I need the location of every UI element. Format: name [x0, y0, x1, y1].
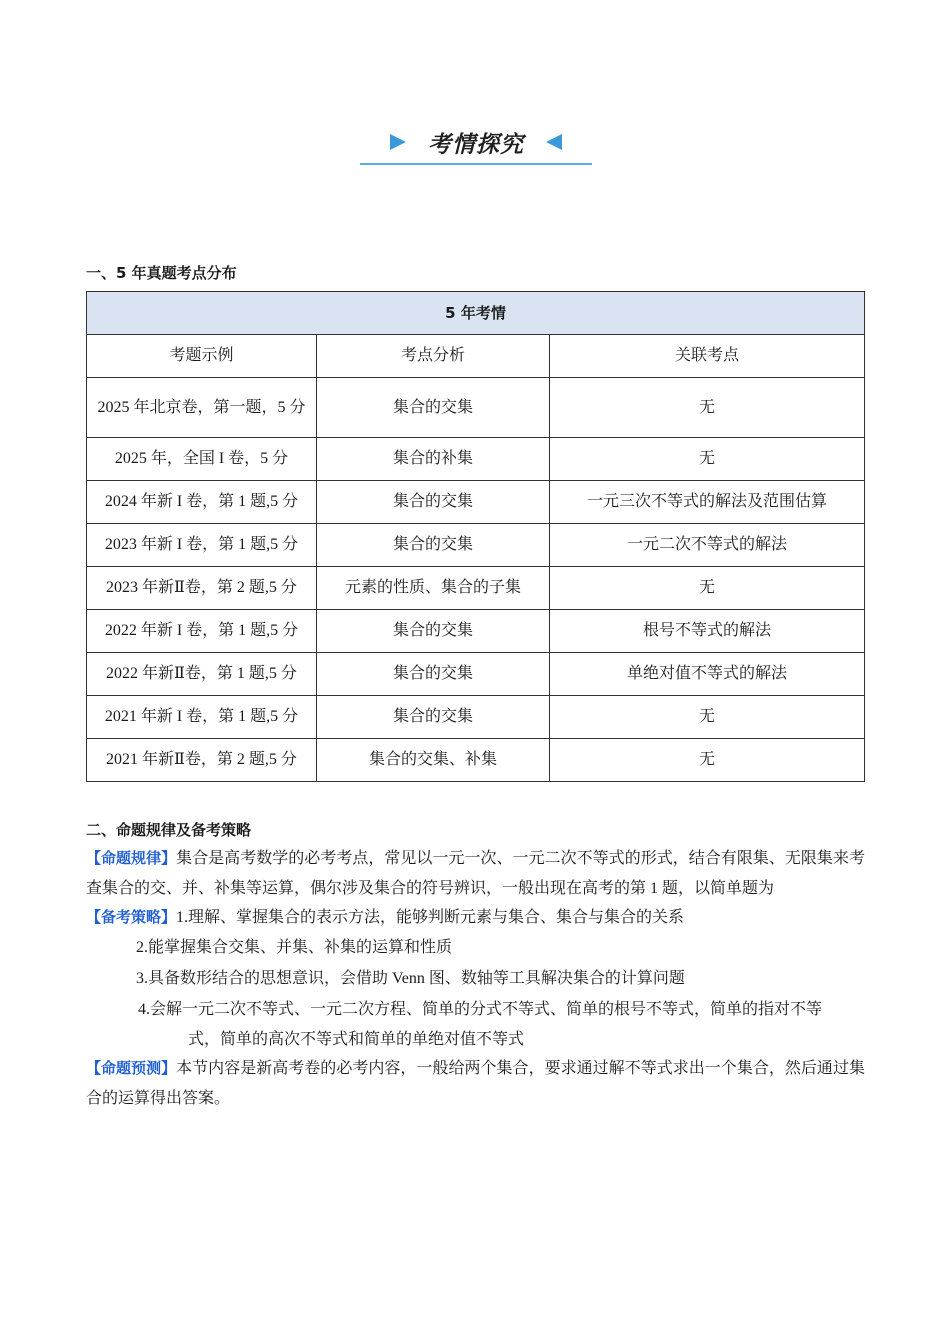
- banner-underline: [360, 163, 592, 165]
- table-row: [87, 696, 865, 739]
- table-row: [87, 739, 865, 782]
- rule-paragraph: [86, 843, 865, 904]
- strategy-item: 1.理解、掌握集合的表示方法，能够判断元素与集合、集合与集合的关系: [176, 909, 685, 926]
- table-row: [87, 610, 865, 653]
- strategy-tag: 【备考策略】: [86, 908, 177, 926]
- table-cell-topic: 元素的性质、集合的子集: [317, 567, 550, 610]
- column-header: 考点分析: [317, 335, 550, 378]
- table-cell-topic: 集合的交集: [317, 378, 550, 438]
- table-cell-exam: 2021 年新Ⅱ卷，第 2 题,5 分: [87, 739, 317, 782]
- strategy-item: 3.具备数形结合的思想意识，会借助 Venn 图、数轴等工具解决集合的计算问题: [136, 970, 685, 987]
- table-cell-exam: 2024 年新 I 卷，第 1 题,5 分: [87, 481, 317, 524]
- section-banner: [360, 120, 592, 166]
- table-cell-related: 无: [550, 696, 865, 739]
- predict-paragraph: [86, 1053, 865, 1114]
- table-cell-exam: 2022 年新Ⅱ卷，第 1 题,5 分: [87, 653, 317, 696]
- table-row: [87, 567, 865, 610]
- table-cell-exam: 2022 年新 I 卷，第 1 题,5 分: [87, 610, 317, 653]
- section2-heading: 二、命题规律及备考策略: [86, 821, 252, 839]
- table-cell-related: 一元三次不等式的解法及范围估算: [550, 481, 865, 524]
- section1-heading: 一、5 年真题考点分布: [86, 264, 237, 282]
- table-cell-exam: 2025 年，全国 I 卷，5 分: [87, 438, 317, 481]
- table-row: [87, 524, 865, 567]
- exam-distribution-table: [86, 291, 865, 782]
- column-header: 考题示例: [87, 335, 317, 378]
- rule-tag: 【命题规律】: [86, 849, 177, 867]
- table-cell-exam: 2021 年新 I 卷，第 1 题,5 分: [87, 696, 317, 739]
- table-cell-related: 无: [550, 739, 865, 782]
- table-title: 5 年考情: [87, 292, 865, 335]
- table-cell-related: 无: [550, 378, 865, 438]
- table-cell-topic: 集合的交集、补集: [317, 739, 550, 782]
- table-cell-topic: 集合的交集: [317, 696, 550, 739]
- rule-text: 集合是高考数学的必考考点，常见以一元一次、一元二次不等式的形式，结合有限集、无限集来考查集合的交、并、补集等运算，偶尔涉及集合的符号辨识，一般出现在高考的第 1 题，以简单题为: [86, 850, 865, 897]
- triangle-left-icon: [546, 134, 562, 150]
- banner-title: 考情探究: [428, 132, 524, 158]
- table-cell-related: 单绝对值不等式的解法: [550, 653, 865, 696]
- table-row: [87, 438, 865, 481]
- strategy-item: 2.能掌握集合交集、并集、补集的运算和性质: [136, 939, 453, 956]
- table-cell-topic: 集合的交集: [317, 610, 550, 653]
- table-cell-topic: 集合的交集: [317, 524, 550, 567]
- table-cell-topic: 集合的交集: [317, 481, 550, 524]
- strategy-paragraph: [86, 902, 865, 933]
- table-cell-related: 一元二次不等式的解法: [550, 524, 865, 567]
- predict-text: 本节内容是新高考卷的必考内容，一般给两个集合，要求通过解不等式求出一个集合，然后通过集合的运算得出答案。: [86, 1060, 865, 1107]
- table-row: [87, 378, 865, 438]
- table-cell-related: 无: [550, 438, 865, 481]
- column-header: 关联考点: [550, 335, 865, 378]
- strategy-item: 式，简单的高次不等式和简单的单绝对值不等式: [188, 1031, 525, 1048]
- table-cell-related: 无: [550, 567, 865, 610]
- table-cell-exam: 2023 年新Ⅱ卷，第 2 题,5 分: [87, 567, 317, 610]
- table-cell-topic: 集合的交集: [317, 653, 550, 696]
- predict-tag: 【命题预测】: [86, 1059, 177, 1077]
- table-row: [87, 481, 865, 524]
- table-row: [87, 653, 865, 696]
- table-cell-related: 根号不等式的解法: [550, 610, 865, 653]
- table-cell-exam: 2025 年北京卷，第一题，5 分: [87, 378, 317, 438]
- table-cell-exam: 2023 年新 I 卷，第 1 题,5 分: [87, 524, 317, 567]
- table-cell-topic: 集合的补集: [317, 438, 550, 481]
- strategy-item: 4.会解一元二次不等式、一元二次方程、简单的分式不等式、简单的根号不等式，简单的指对不等: [138, 1001, 823, 1018]
